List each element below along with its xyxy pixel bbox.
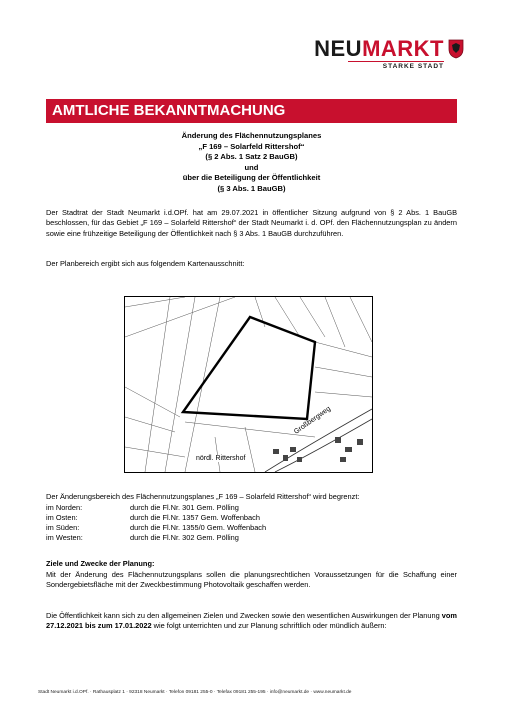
boundary-text: durch die Fl.Nr. 1357 Gem. Woffenbach (130, 513, 260, 522)
public-text-start: Die Öffentlichkeit kann sich zu den allgemeinen Zielen und Zwecken sowie den wesentlichen Auswirkungen der Planung (46, 611, 442, 620)
logo-word-dark: NEU (314, 36, 363, 61)
public-text-end: wie folgt unterrichten und zur Planung schriftlich oder mündlich äußern: (151, 621, 387, 631)
boundary-text: durch die Fl.Nr. 302 Gem. Pölling (130, 533, 239, 542)
boundary-row (46, 523, 266, 533)
public-participation-text (46, 611, 457, 632)
coat-of-arms-icon (448, 39, 464, 59)
map-label-place: nördl. Rittershof (196, 455, 246, 462)
footer-contact: Stadt Neumarkt i.d.OPf. · Rathausplatz 1 · 92318 Neumarkt · Telefon 09181 255-0 · Telefax 09181 255-195 · info@neumarkt.de · www.neumarkt.de (38, 690, 352, 695)
boundary-direction: im Westen: (46, 533, 83, 542)
title-line: und (244, 162, 259, 172)
boundary-text: durch die Fl.Nr. 1355/0 Gem. Woffenbach (130, 523, 267, 532)
map-label-road: Großbergweg (293, 405, 333, 436)
boundary-direction: im Osten: (46, 513, 78, 522)
logo-wordmark (314, 36, 444, 62)
boundary-row (46, 533, 239, 543)
boundary-row (46, 513, 260, 523)
document-title (46, 131, 457, 195)
ziele-heading: Ziele und Zwecke der Planung: (46, 559, 155, 568)
logo-underline (348, 61, 444, 62)
title-line: (§ 3 Abs. 1 BauGB) (217, 183, 286, 193)
title-line: Änderung des Flächennutzungsplanes (181, 131, 322, 140)
city-logo (314, 36, 480, 76)
boundary-direction: im Norden: (46, 503, 83, 512)
boundary-direction: im Süden: (46, 523, 80, 532)
map-drawing (125, 297, 372, 472)
intro-paragraph: Der Stadtrat der Stadt Neumarkt i.d.OPf. hat am 29.07.2021 in öffentlicher Sitzung aufgrund von § 2 Abs. 1 BauGB beschlossen, für das Gebiet „F 169 – Solarfeld Rittershof“ der Stadt Neumarkt i. d. OPf. den Flächennutzungsplan zu ändern sowie eine frühzeitige Beteiligung der Öffentlichkeit nach § 3 Abs. 1 BauGB durchzuführen. (46, 208, 457, 238)
boundary-row (46, 503, 239, 513)
announcement-banner: AMTLICHE BEKANNTMACHUNG (46, 99, 457, 123)
ziele-text: Mit der Änderung des Flächennutzungsplans sollen die planungsrechtlichen Voraussetzungen für die Schaffung einer Sondergebietsfläche mit der Zweckbestimmung Photovoltaik geschaffen werden. (46, 570, 457, 590)
title-line: (§ 2 Abs. 1 Satz 2 BauGB) (205, 152, 298, 162)
plan-area-boundary (183, 317, 315, 419)
boundaries-intro: Der Änderungsbereich des Flächennutzungsplanes „F 169 – Solarfeld Rittershof“ wird begrenzt: (46, 492, 360, 501)
logo-word-red: MARKT (362, 36, 444, 61)
map-excerpt (124, 296, 373, 473)
boundary-text: durch die Fl.Nr. 301 Gem. Pölling (130, 503, 239, 512)
title-line: über die Beteiligung der Öffentlichkeit (182, 173, 321, 183)
title-line: „F 169 – Solarfeld Rittershof“ (198, 141, 305, 151)
logo-tagline: STARKE STADT (382, 63, 444, 70)
planbereich-text: Der Planbereich ergibt sich aus folgendem Kartenausschnitt: (46, 259, 245, 268)
public-period: vom 27.12.2021 bis zum 17.01.2022 (46, 611, 457, 631)
